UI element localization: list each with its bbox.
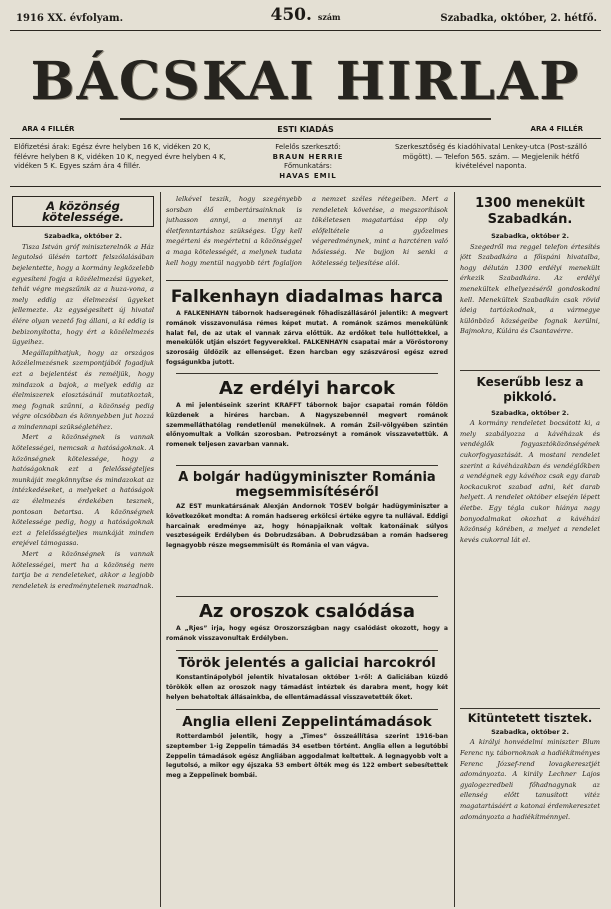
right-story-title: Kitüntetett tisztek. — [467, 711, 593, 726]
issue-number: 450. szám — [270, 5, 341, 25]
story-body: A „Rjes” irja, hogy egész Oroszországban nagy csalódást okozott, hogy a románok visszavonultak Erdélyben. — [166, 625, 448, 642]
story-body: Rotterdamból jelentik, hogy a „Times” összeállítása szerint 1916-ban szeptember 1-ig Zeppelin támadás 34 esetben történt. Anglia ellen a legutóbbi Zeppelin támadások egész Angliában aggodalmat keltettek. A legnagyobb volt a legutolsó, a mikor egy éjszaka 53 embert ölték meg és 122 embert sebesítettek meg a Zeppelinek bombái. — [166, 733, 448, 780]
right-separator — [460, 370, 600, 371]
center-rule — [166, 280, 448, 281]
left-article-dateline: Szabadka, október 2. — [44, 232, 122, 241]
masthead-rule — [120, 118, 491, 120]
story-separator — [176, 709, 438, 710]
subheader-rule-top — [10, 138, 601, 139]
story-title: A bolgár hadügyminiszter Románia megsemmisítéséről — [178, 470, 436, 500]
story-separator — [176, 465, 438, 466]
mid-continuation — [166, 194, 448, 276]
right-story-title: 1300 menekült Szabadkán. — [475, 196, 585, 227]
left-article — [12, 192, 154, 904]
left-paragraph: Tisza István gróf miniszterelnök a Ház legutolsó ülésén tartott felszólalásában bejelentette, hogy a kormány legközelebb egyesíteni fogja a közélelmezési ügyeket, tehát végre megszűnik az a huza-vona, a mely eddig az élelmezési ügyeket jellemezte. Az egységesített új hivatal élére olyan vezető fog állani, a ki eddig is bebizonyította, hogy ért a közélelmezés ügyeihez. — [12, 242, 154, 347]
top-rule — [10, 30, 601, 31]
right-story-body: A királyi honvédelmi miniszter Blum Ferenc ny. tábornoknak a hadiékítményes Ferenc József-rend lovagkeresztjét adományozta. A király Lechner Lajos gyalogezredbeli főhadnagynak az ellenség előtt tanusított vitéz magatartásáért a katonai érdemkeresztet adományozta a hadiékítménnyel. — [460, 738, 600, 821]
right-column — [460, 192, 600, 904]
left-article-title: A közönség kötelessége. — [12, 196, 154, 227]
story-title: Az oroszok csalódása — [198, 601, 416, 622]
price-right: ARA 4 FILLÉR — [530, 125, 583, 133]
story-separator — [176, 596, 438, 597]
story-title: Az erdélyi harcok — [218, 378, 396, 399]
mid-text: lelkével teszik, hogy szegényebb sorsban élő embertársainknak is juthasson annyi, a mennyi az életfenntartáshoz szükséges. Úgy kell megérteni és megértetni a közönséggel a maga kötelességét, a melynek tudata kell hogy mentül nagyobb tért foglaljon a nemzet széles rétegeiben. Mert a rendeletek követése, a megszorítások tökéletesen magatartása épp oly előfeltétele a győzelmes végeredménynek, mint a harctéren való hősiesség. Ne bujjon ki senki a kötelesség teljesítése alól. — [166, 195, 448, 267]
center-news — [166, 283, 448, 798]
story-bolgar — [166, 470, 448, 590]
subheader-rule-bottom — [10, 186, 601, 187]
story-falkenhayn — [166, 287, 448, 367]
editors-info: Felelős szerkesztő: BRAUN HERRIE Főmunkatárs: HAVAS EMIL — [272, 143, 344, 180]
story-title: Falkenhayn diadalmas harca — [170, 287, 444, 307]
volume: 1916 XX. évfolyam. — [16, 13, 124, 24]
story-body: A mi jelentéseink szerint KRAFFT tábornok bajor csapatai román földön küzdenek a hiréres harcban. A Nagyszebennél megvert románok szemmelláthatólag rendetlenül menekülnek. A román Zsil-völgyében szintén előnyomultak a Volkán szorosban. Petrozsényt a románok visszavetettük. A romenek teljesen zavarban vannak. — [166, 402, 448, 449]
story-title: Anglia elleni Zeppelintámadások — [182, 714, 432, 730]
right-story-body: A kormány rendeletet bocsátott ki, a mely szabályozza a kávéházak és vendéglők fogyasztóközönségének cukorfogyasztását. A mostani rendelet szerint a kávéházakban és vendéglőkben a vendégnek egy kávéhoz csak egy darab kockacukrot szabad adni, két darab helyett. A rendelet október elsején lépett életbe. Egy tégla cukor hiánya nagy bonyodalmakat okozhat a kávéházi közönség körében, a melyet a rendelet kevés cukorral lát el. — [460, 419, 600, 544]
right-story-dateline: Szabadka, október 2. — [491, 232, 569, 240]
top-line — [8, 5, 603, 31]
right-story-body: Szegedről ma reggel telefon értesítés jött Szabadkára a főispáni hivatalba, hogy délután 1300 erdélyi menekült érkezik Szabadkára. Az erdélyi menekültek elhelyezéséről gondoskodni kell. Menekültek Szabadkán csak rövid ideig tartózkodnak, a vármegye különböző községeibe fognak kerülni, Bajmokra, Kúlára és Csantavérre. — [460, 242, 600, 336]
price-left: ARA 4 FILLÉR — [22, 125, 75, 133]
right-story-dateline: Szabadka, október 2. — [491, 727, 569, 736]
right-story-dateline: Szabadka, október 2. — [491, 408, 569, 417]
story-separator — [176, 373, 438, 374]
story-body: A FALKENHAYN tábornok hadseregének főhadiszállásáról jelentik: A megvert románok visszavonulása rémes képet mutat. A románok számos menekülünk halat fel, de az utak el vannak zárva előttük. Az erdőket tele hullóttekkel, a menekülők utján elszórt fegyverekkel. FALKENHAYN csapatai már a Vöröstorony szorosáig üldözik az ellenséget. Ezen harcban egy szászvárosi egész ezred fogságunkba jutott. — [166, 310, 448, 366]
office-info: Szerkesztőség és kiadóhivatal Lenkey-utca (Post-szálló mögött). — Telefon 565. szám. — Megjelenik hétfő kivételével naponta. — [394, 143, 587, 170]
column-rule-1 — [160, 192, 161, 907]
left-paragraph: Mert a közönségnek is vannak kötelességei, nemcsak a hatóságoknak. A közönségnek kötelessége, hogy a hatóságoknak ezt a felelősségteljes munkáját megkönnyítse és mindazokat az intézkedéseket, a melyeket a hatóságok az élelmezés érdekében tesznek, pontosan betartsa. A közönségnek kötelessége pedig, hogy a hatóságoknak ezt a felelősségteljes munkáját minden erejével támogassa. — [12, 433, 154, 548]
story-zeppelin — [166, 714, 448, 792]
story-torok — [166, 655, 448, 703]
left-paragraph: Mert a közönségnek is vannak kötelességei, mert ha a közönség nem tartja be a rendeleteket, akkor a legjobb rendeletek is eredménytelenek maradnak. — [12, 550, 154, 590]
story-body: Konstantinápolyból jelentik hivatalosan október 1-ről: A Galiciában küzdő törökök ellen az oroszok nagy támadást intéztek és darabra ment, hogy két helyen behatoltak állásainkba, de ellentámadással visszavetették őket. — [166, 674, 448, 701]
subscription-info: Előfizetési árak: Egész évre helyben 16 K, vidéken 20 K, félévre helyben 8 K, vidéken 10 K, negyed évre helyben 4 K, vidéken 5 K. Egyes szám ára 4 fillér. — [14, 143, 226, 170]
right-story-title: Keserűbb lesz a pikkoló. — [476, 374, 584, 404]
story-title: Török jelentés a galiciai harcokról — [178, 655, 436, 671]
masthead-title: BÁCSKAI HIRLAP — [30, 51, 581, 112]
story-oroszok — [166, 601, 448, 644]
story-separator — [176, 650, 438, 651]
place-date: Szabadka, október, 2. hétfő. — [440, 13, 597, 24]
story-body: AZ EST munkatársának Alexján Andornok TOSEV bolgár hadügyminiszter a következőket mondta: A román hadsereg erkölcsi értéke egyre ta nullával. Eddigi harcainak eredménye az, hogy hónapjaiknak voltak katonáinak súlyos veszteségeik Erdélyben és Dobrudzsában. A Dobrudzsában a román hadsereg legnagyobb része megsemmisült és Románia el van vágva. — [166, 503, 448, 550]
story-erdely — [166, 378, 448, 459]
right-separator — [460, 708, 600, 709]
edition-label: ESTI KIADÁS — [277, 125, 334, 134]
column-rule-2 — [454, 192, 455, 907]
left-paragraph: Megállapíthatjuk, hogy az országos közélelmezésnek szempontjából fogadjuk ezt a bejelentést és reméljük, hogy mindazok a bajok, a melyek eddig az élelmiszerek elosztásánál mutatkoztak, meg fognak szűnni, a közönség pedig végre olcsóbban és könnyebben jut hozzá a mindennapi szükségletéhez. — [12, 348, 154, 431]
